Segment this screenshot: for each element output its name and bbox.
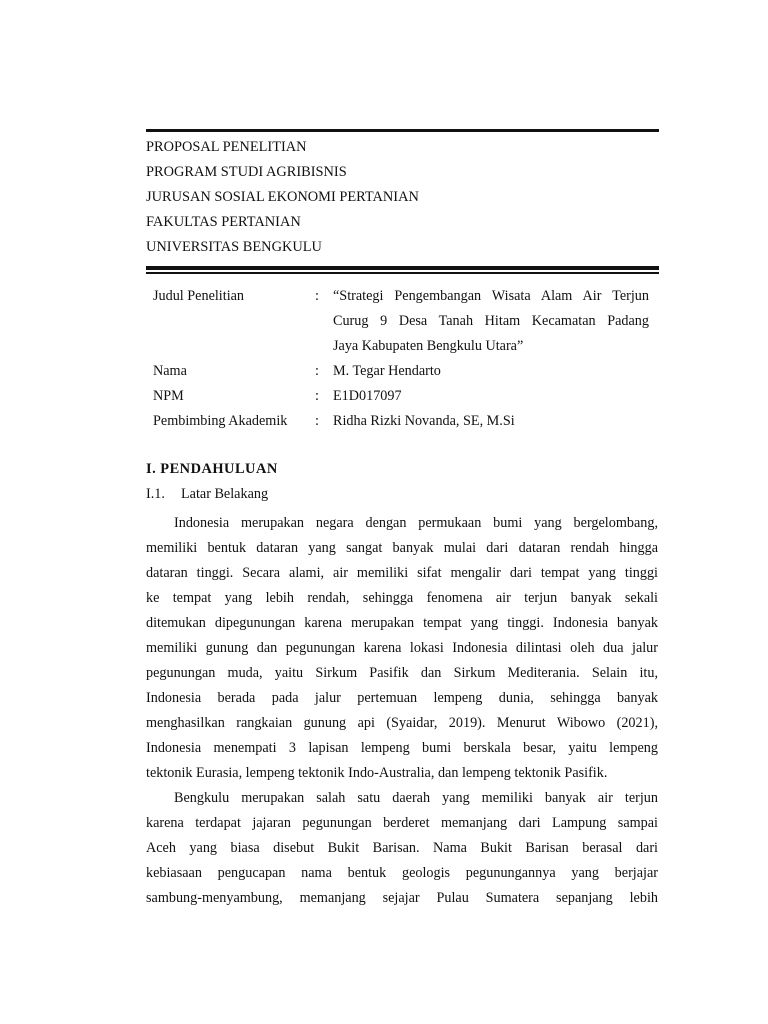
paragraph-line: Aceh yang biasa disebut Bukit Barisan. Nama Bukit Barisan berasal dari [146, 840, 658, 856]
judul-line-2: Curug 9 Desa Tanah Hitam Kecamatan Padang [333, 313, 649, 329]
judul-label: Judul Penelitian [153, 288, 245, 304]
nama-label: Nama [153, 363, 187, 379]
section-heading: I. PENDAHULUAN [146, 461, 278, 477]
paragraph-line: memiliki bentuk dataran yang sangat banyak mulai dari dataran rendah hingga [146, 540, 658, 556]
pembimbing-colon: : [315, 413, 319, 429]
nama-value: M. Tegar Hendarto [333, 363, 441, 379]
header-line-fakultas: FAKULTAS PERTANIAN [146, 214, 301, 230]
header-line-proposal: PROPOSAL PENELITIAN [146, 139, 307, 155]
header-top-rule [146, 129, 659, 132]
paragraph-line: kebiasaan pengucapan nama bentuk geologis pegunungannya yang berjajar [146, 865, 658, 881]
document-header [146, 135, 419, 260]
paragraph-line: pegunungan muda, yaitu Sirkum Pasifik dan Sirkum Mediterania. Selain itu, [146, 665, 658, 681]
paragraph-line: Indonesia berada pada jalur pertemuan lempeng dunia, sehingga banyak [146, 690, 658, 706]
paragraph-line: ditemukan dipegunungan karena merupakan tempat yang tinggi. Indonesia banyak [146, 615, 658, 631]
header-bottom-rule-thick [146, 266, 659, 270]
paragraph-line: memiliki gunung dan pegunungan karena lokasi Indonesia dilintasi oleh dua jalur [146, 640, 658, 656]
info-row-pembimbing [146, 409, 659, 434]
body-text [146, 511, 658, 911]
subsection-title: Latar Belakang [181, 486, 269, 502]
paragraph-line: sambung-menyambung, memanjang sejajar Pulau Sumatera sepanjang lebih [146, 890, 658, 906]
paragraph-line: dataran tinggi. Secara alami, air memiliki sifat mengalir dari tempat yang tinggi [146, 565, 658, 581]
paragraph-line: Bengkulu merupakan salah satu daerah yang memiliki banyak air terjun [174, 790, 658, 806]
npm-colon: : [315, 388, 319, 404]
npm-value: E1D017097 [333, 388, 402, 404]
judul-line-1: “Strategi Pengembangan Wisata Alam Air Terjun [333, 288, 649, 304]
info-row-npm [146, 384, 659, 409]
header-line-jurusan: JURUSAN SOSIAL EKONOMI PERTANIAN [146, 189, 419, 205]
paragraph-line: karena terdapat jajaran pegunungan berderet memanjang dari Lampung sampai [146, 815, 658, 831]
subsection-heading [146, 486, 268, 503]
judul-value [333, 284, 649, 359]
info-row-nama [146, 359, 659, 384]
subsection-number: I.1. [146, 486, 165, 502]
header-line-program: PROGRAM STUDI AGRIBISNIS [146, 164, 347, 180]
judul-line-3: Jaya Kabupaten Bengkulu Utara” [333, 338, 524, 354]
paragraph-line: menghasilkan rangkaian gunung api (Syaidar, 2019). Menurut Wibowo (2021), [146, 715, 658, 731]
paragraph-line: ke tempat yang lebih rendah, sehingga fenomena air terjun banyak sekali [146, 590, 658, 606]
judul-colon: : [315, 288, 319, 304]
pembimbing-label: Pembimbing Akademik [153, 413, 288, 429]
paragraph-line: Indonesia merupakan negara dengan permukaan bumi yang bergelombang, [174, 515, 658, 531]
npm-label: NPM [153, 388, 184, 404]
info-row-judul [146, 284, 659, 359]
header-bottom-rule-thin [146, 272, 659, 274]
pembimbing-value: Ridha Rizki Novanda, SE, M.Si [333, 413, 515, 429]
paragraph-line: tektonik Eurasia, lempeng tektonik Indo-Australia, dan lempeng tektonik Pasifik. [146, 765, 608, 781]
info-table [146, 284, 659, 434]
header-line-universitas: UNIVERSITAS BENGKULU [146, 239, 322, 255]
nama-colon: : [315, 363, 319, 379]
paragraph-line: Indonesia menempati 3 lapisan lempeng bumi berskala besar, yaitu lempeng [146, 740, 658, 756]
